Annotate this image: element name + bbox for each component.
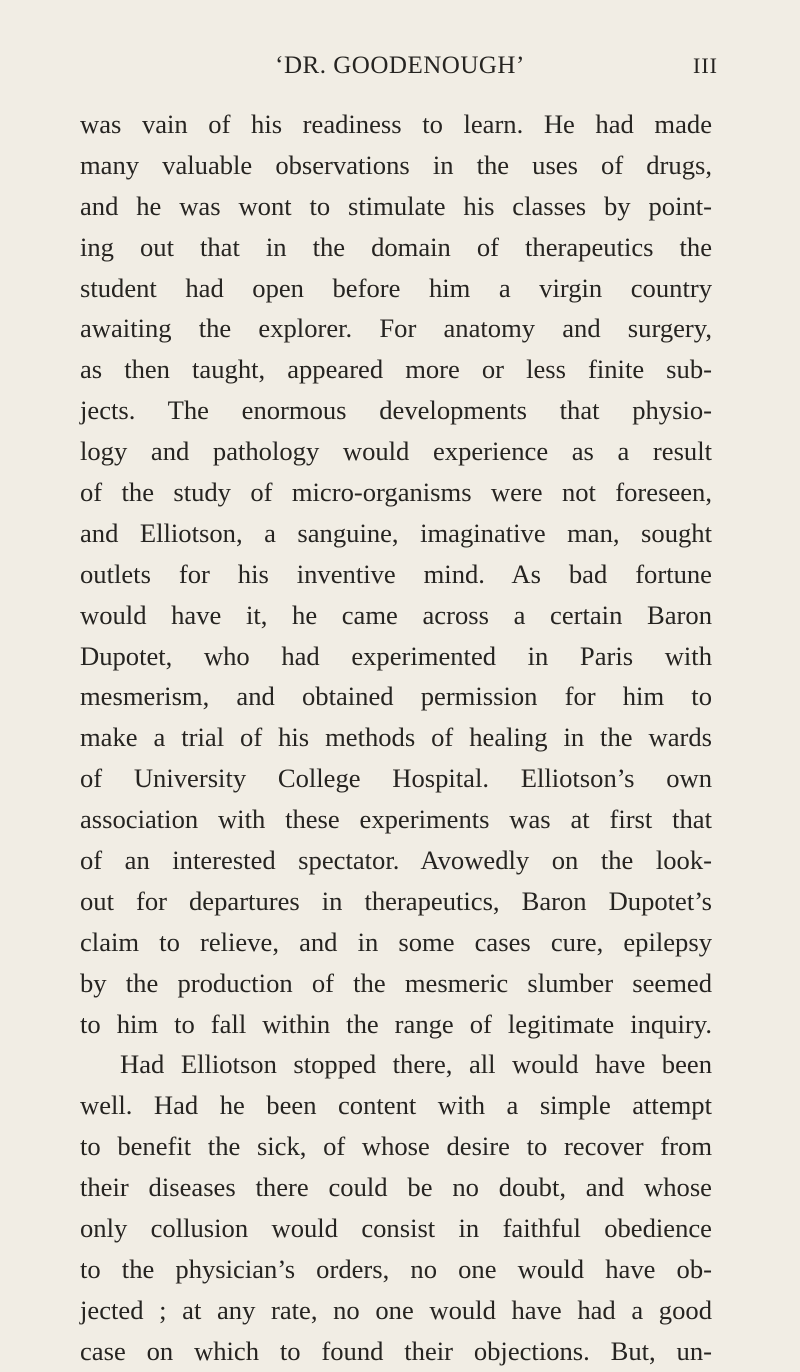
text-line: make a trial of his methods of healing in the wards (80, 722, 712, 753)
text-line: case on which to found their objections. But, un- (80, 1335, 712, 1366)
text-line: student had open before him a virgin country (80, 272, 712, 303)
text-line: logy and pathology would experience as a result (80, 436, 712, 467)
text-line: claim to relieve, and in some cases cure, epilepsy (80, 926, 712, 957)
text-line: mesmerism, and obtained permission for him to (80, 681, 712, 712)
text-line: association with these experiments was at first that (80, 804, 712, 835)
text-line: of an interested spectator. Avowedly on the look- (80, 845, 712, 876)
text-line: well. Had he been content with a simple attempt (80, 1090, 712, 1121)
text-line: Dupotet, who had experimented in Paris with (80, 640, 712, 671)
page-header (0, 46, 800, 86)
text-line: as then taught, appeared more or less finite sub- (80, 354, 712, 385)
page-number: III (693, 53, 718, 78)
text-line: to the physician’s orders, no one would have ob- (80, 1253, 712, 1284)
text-line: ing out that in the domain of therapeutics the (80, 231, 712, 262)
text-line: out for departures in therapeutics, Baron Dupotet’s (80, 885, 712, 916)
text-line: and he was wont to stimulate his classes by point- (80, 190, 712, 221)
text-line: to benefit the sick, of whose desire to recover from (80, 1131, 712, 1162)
text-line: was vain of his readiness to learn. He had made (80, 109, 712, 139)
text-line: awaiting the explorer. For anatomy and surgery, (80, 313, 712, 344)
text-line: their diseases there could be no doubt, and whose (80, 1172, 712, 1203)
text-line: of University College Hospital. Elliotson’s own (80, 763, 712, 794)
text-line: only collusion would consist in faithful obedience (80, 1213, 712, 1244)
text-line: outlets for his inventive mind. As bad fortune (80, 558, 712, 589)
text-line: and Elliotson, a sanguine, imaginative man, sought (80, 517, 712, 548)
body-text (80, 104, 712, 1372)
text-line: of the study of micro-organisms were not foreseen, (80, 477, 712, 508)
text-line: Had Elliotson stopped there, all would have been (120, 1049, 712, 1080)
text-line: many valuable observations in the uses of drugs, (80, 149, 712, 180)
running-head: ‘DR. GOODENOUGH’ (275, 52, 525, 79)
text-line: would have it, he came across a certain Baron (80, 599, 712, 630)
text-line: jected ; at any rate, no one would have had a good (80, 1294, 712, 1325)
text-line: by the production of the mesmeric slumber seemed (80, 967, 712, 998)
text-line: jects. The enormous developments that physio- (80, 395, 712, 426)
text-line: to him to fall within the range of legitimate inquiry. (80, 1008, 712, 1039)
